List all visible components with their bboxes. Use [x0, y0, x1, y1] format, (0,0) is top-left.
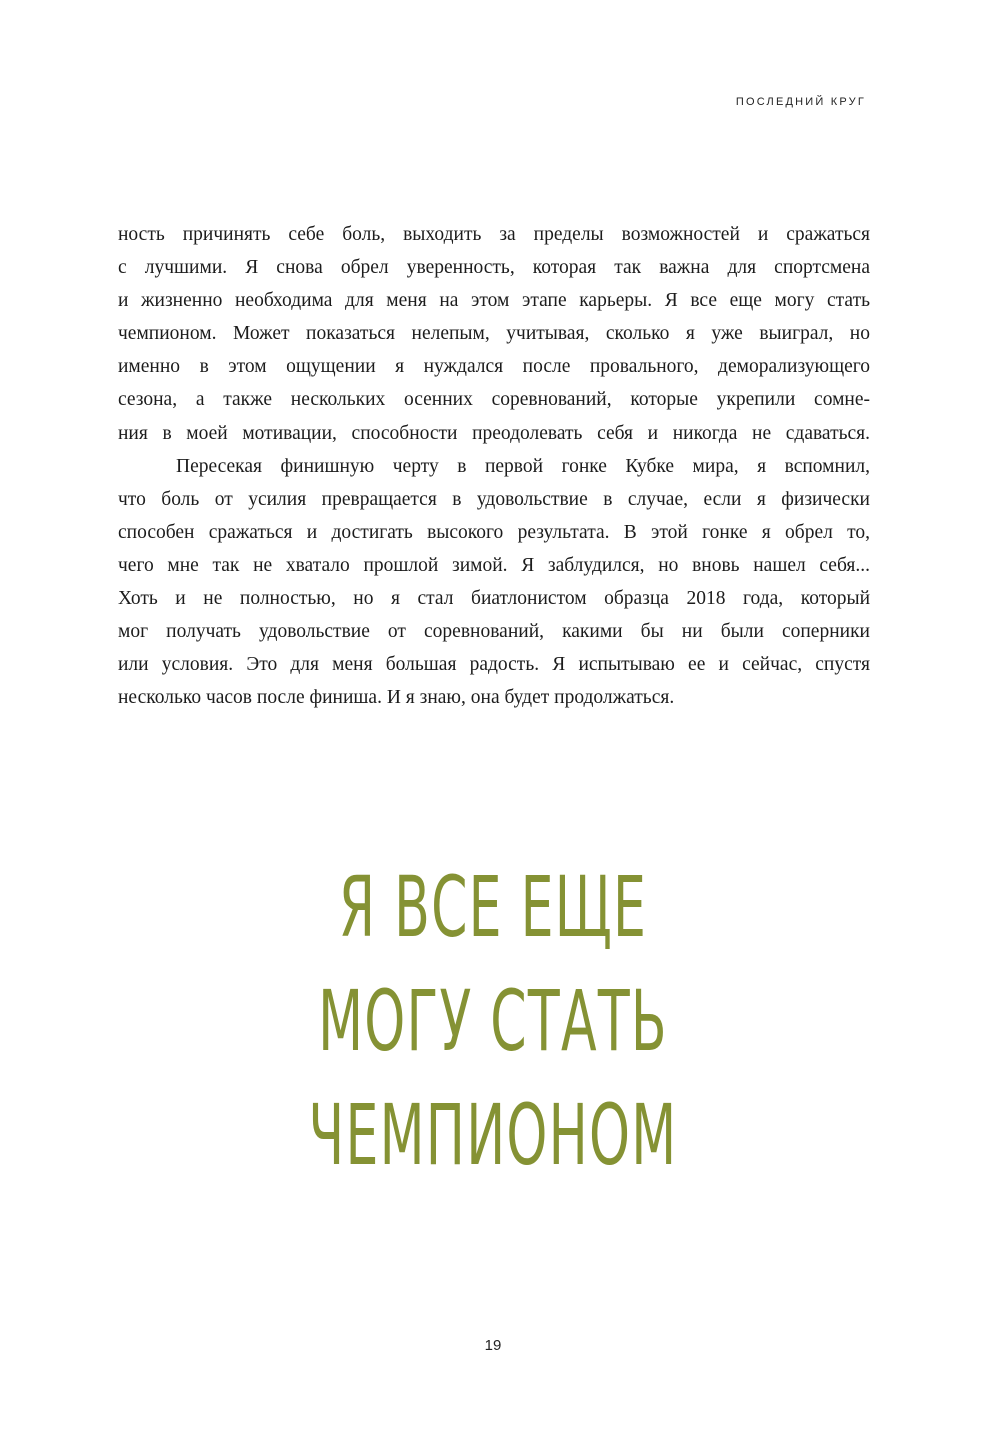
text-line: и жизненно необходима для меня на этом этапе карьеры. Я все еще могу стать	[118, 290, 870, 312]
text-line: Пересекая финишную черту в первой гонке Кубке мира, я вспомнил,	[176, 455, 870, 477]
text-line: сезона, а также нескольких осенних соревнований, которые укрепили сомне-	[118, 389, 870, 411]
text-line: с лучшими. Я снова обрел уверенность, которая так важна для спортсмена	[118, 257, 870, 279]
text-line: чемпионом. Может показаться нелепым, учитывая, сколько я уже выиграл, но	[118, 323, 870, 345]
pull-quote-line: ЧЕМПИОНОМ	[308, 1086, 678, 1184]
text-line: мог получать удовольствие от соревнований, какими бы ни были соперники	[118, 621, 870, 643]
text-line: или условия. Это для меня большая радость. Я испытываю ее и сейчас, спустя	[118, 654, 870, 676]
pull-quote-line: Я ВСЕ ЕЩЕ	[338, 858, 648, 956]
paragraph-1	[118, 218, 870, 450]
pull-quote	[187, 850, 798, 1192]
page-number: 19	[484, 1337, 502, 1354]
text-line: ния в моей мотивации, способности преодолевать себя и никогда не сдаваться.	[118, 422, 870, 444]
text-line: несколько часов после финиша. И я знаю, она будет продолжаться.	[118, 687, 675, 709]
text-line: что боль от усилия превращается в удовольствие в случае, если я физически	[118, 488, 870, 510]
body-text	[118, 218, 870, 714]
text-line: способен сражаться и достигать высокого результата. В этой гонке я обрел то,	[118, 521, 870, 543]
text-line: ность причинять себе боль, выходить за пределы возможностей и сражаться	[118, 224, 870, 245]
pull-quote-line: МОГУ СТАТЬ	[318, 972, 668, 1070]
running-head: ПОСЛЕДНИЙ КРУГ	[735, 96, 866, 108]
text-line: чего мне так не хватало прошлой зимой. Я заблудился, но вновь нашел себя...	[118, 554, 870, 576]
text-line: Хоть и не полностью, но я стал биатлонистом образца 2018 года, который	[118, 588, 870, 610]
paragraph-2	[118, 450, 870, 715]
text-line: именно в этом ощущении я нуждался после провального, деморализующего	[118, 356, 870, 378]
